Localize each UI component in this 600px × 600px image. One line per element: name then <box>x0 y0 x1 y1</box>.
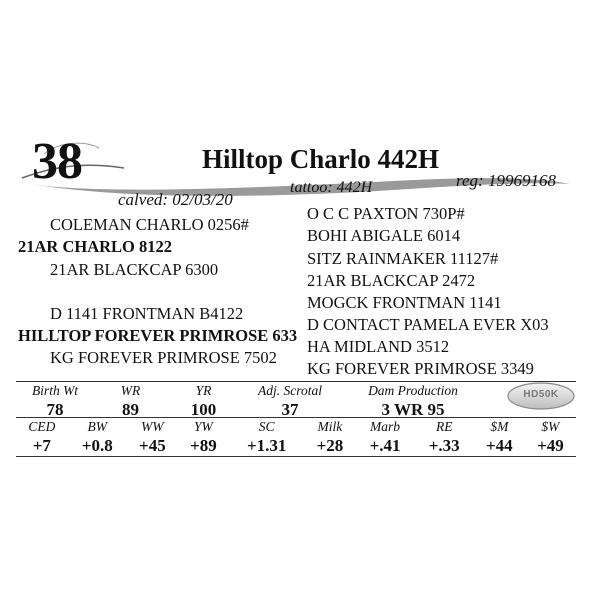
epd-header: RE <box>435 419 453 434</box>
tattoo: tattoo: 442H <box>290 179 373 196</box>
dam: HILLTOP FOREVER PRIMROSE 633 <box>18 326 298 345</box>
dam-sire-sire: MOGCK FRONTMAN 1141 <box>307 293 502 312</box>
epd-header: CED <box>28 419 56 434</box>
perf-value: 37 <box>281 400 299 419</box>
epd-value: +7 <box>32 436 51 455</box>
epd-header: SC <box>258 419 275 434</box>
perf-value: 100 <box>190 400 217 419</box>
epd-value: +0.8 <box>81 436 113 455</box>
epd-header: BW <box>87 419 107 434</box>
sire-dam-sire: SITZ RAINMAKER 11127# <box>307 249 499 268</box>
epd-value: +.41 <box>369 436 401 455</box>
perf-header: WR <box>120 383 141 398</box>
epd-value: +.33 <box>428 436 460 455</box>
epd-value: +89 <box>190 436 217 455</box>
calved-date: calved: 02/03/20 <box>118 190 233 209</box>
epd-header: $M <box>490 419 509 434</box>
dam-dam-sire: HA MIDLAND 3512 <box>307 337 450 356</box>
dam-dam: KG FOREVER PRIMROSE 7502 <box>50 348 277 367</box>
dam-dam-dam: KG FOREVER PRIMROSE 3349 <box>307 359 534 378</box>
epd-value: +45 <box>139 436 166 455</box>
perf-header: Adj. Scrotal <box>258 383 322 398</box>
epd-value: +49 <box>537 436 564 455</box>
epd-value: +1.31 <box>246 436 287 455</box>
perf-value: 3 WR 95 <box>381 400 445 419</box>
sire-sire-sire: O C C PAXTON 730P# <box>307 204 465 223</box>
perf-value: 89 <box>122 400 139 419</box>
registration-number: reg: 19969168 <box>456 171 556 190</box>
epd-header: $W <box>541 419 560 434</box>
sire-dam-dam: 21AR BLACKCAP 2472 <box>307 271 476 290</box>
perf-value: 78 <box>46 400 64 419</box>
hd50k-badge-label: HD50K <box>523 389 559 400</box>
sire-sire: COLEMAN CHARLO 0256# <box>50 215 249 234</box>
perf-header: Birth Wt <box>31 383 79 398</box>
perf-header: YR <box>195 383 212 398</box>
sire-dam: 21AR BLACKCAP 6300 <box>50 260 219 279</box>
epd-table <box>16 417 576 457</box>
epd-value: +28 <box>316 436 344 455</box>
perf-header: Dam Production <box>368 383 458 398</box>
epd-header: YW <box>194 419 213 434</box>
epd-value: +44 <box>485 436 513 455</box>
performance-table <box>16 381 576 420</box>
lot-number: 38 <box>32 133 82 190</box>
bull-name: Hilltop Charlo 442H <box>202 144 440 174</box>
epd-header: Milk <box>317 419 343 434</box>
sire-sire-dam: BOHI ABIGALE 6014 <box>307 226 461 245</box>
epd-header: Marb <box>370 419 401 434</box>
sire: 21AR CHARLO 8122 <box>18 237 173 256</box>
epd-header: WW <box>141 419 164 434</box>
dam-sire: D 1141 FRONTMAN B4122 <box>50 304 244 323</box>
dam-sire-dam: D CONTACT PAMELA EVER X03 <box>307 315 549 334</box>
